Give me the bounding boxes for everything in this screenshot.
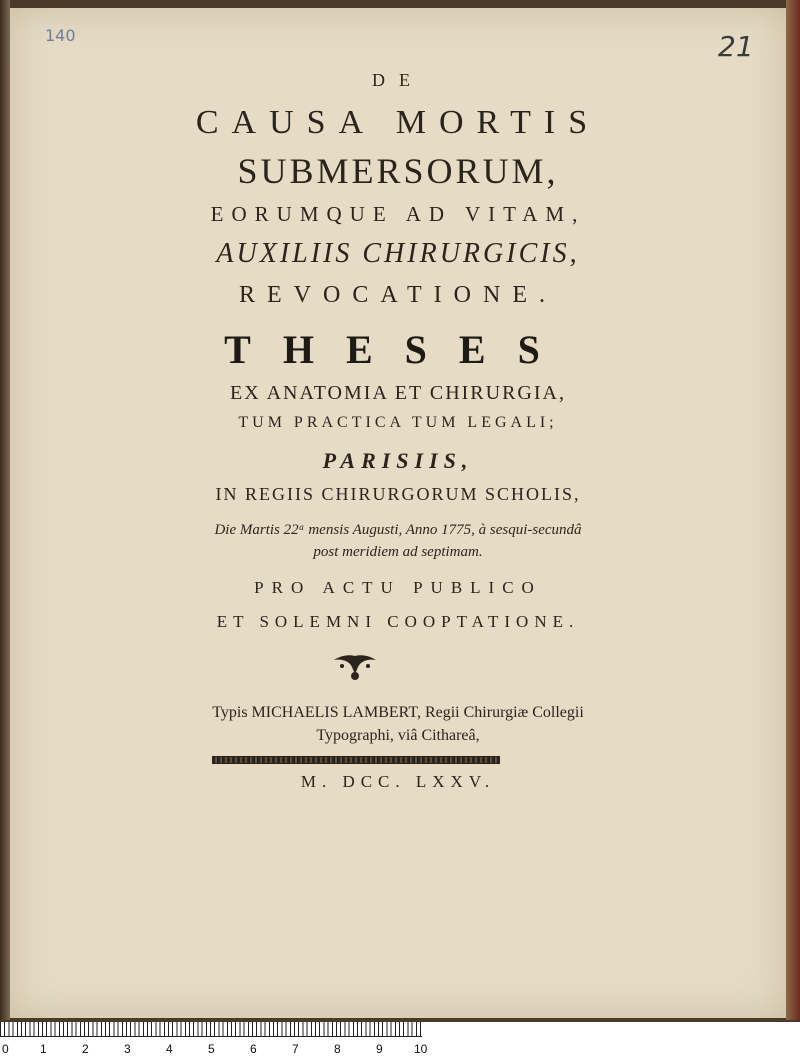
ruler-label: 0 <box>2 1042 9 1056</box>
subtitle-practica: TUM PRACTICA TUM LEGALI; <box>238 414 558 431</box>
pro-actu-line: PRO ACTU PUBLICO <box>254 578 542 597</box>
publication-date: M. DCC. LXXV. <box>300 772 496 791</box>
book-cover-edge <box>786 0 800 1020</box>
imprint-line-1: Typis MICHAELIS LAMBERT, Regii Chirurgiæ Collegii <box>212 704 584 721</box>
ruler-label: 3 <box>124 1042 131 1056</box>
measurement-ruler <box>0 1022 800 1061</box>
date-line-1: Die Martis 22ᵃ mensis Augusti, Anno 1775, à sesqui-secundâ <box>214 522 582 538</box>
ruler-label: 8 <box>334 1042 341 1056</box>
pencil-annotation-left: 140 <box>45 26 76 45</box>
decorative-rule <box>212 756 500 764</box>
cooptatione-line: ET SOLEMNI COOPTATIONE. <box>216 612 580 631</box>
ruler-label: 4 <box>166 1042 173 1056</box>
ruler-label: 6 <box>250 1042 257 1056</box>
title-line-causa-mortis: CAUSA MORTIS <box>195 104 601 141</box>
ruler-label: 5 <box>208 1042 215 1056</box>
ruler-label: 10 <box>414 1042 428 1056</box>
title-line-theses: THESES <box>224 327 572 372</box>
ruler-label: 1 <box>40 1042 47 1056</box>
title-line-revocatione: REVOCATIONE. <box>239 282 557 308</box>
subtitle-anatomia: EX ANATOMIA ET CHIRURGIA, <box>230 382 566 404</box>
ruler-label: 2 <box>82 1042 89 1056</box>
printer-ornament-icon <box>330 652 380 682</box>
ruler-label: 7 <box>292 1042 299 1056</box>
title-line-de: DE <box>372 70 424 90</box>
place-scholis: IN REGIIS CHIRURGORUM SCHOLIS, <box>215 484 581 504</box>
title-line-auxiliis: AUXILIIS CHIRURGICIS, <box>216 238 580 269</box>
book-gutter <box>0 0 10 1020</box>
imprint-line-2: Typographi, viâ Cithareâ, <box>316 727 480 744</box>
ruler-label: 9 <box>376 1042 383 1056</box>
place-parisiis: PARISIIS, <box>322 448 474 473</box>
date-line-2: post meridiem ad septimam. <box>313 544 483 560</box>
title-line-eorumque: EORUMQUE AD VITAM, <box>210 202 586 226</box>
title-line-submersorum: SUBMERSORUM, <box>237 151 559 191</box>
ruler-scale <box>0 1022 422 1037</box>
page-number-annotation: 21 <box>718 30 754 63</box>
